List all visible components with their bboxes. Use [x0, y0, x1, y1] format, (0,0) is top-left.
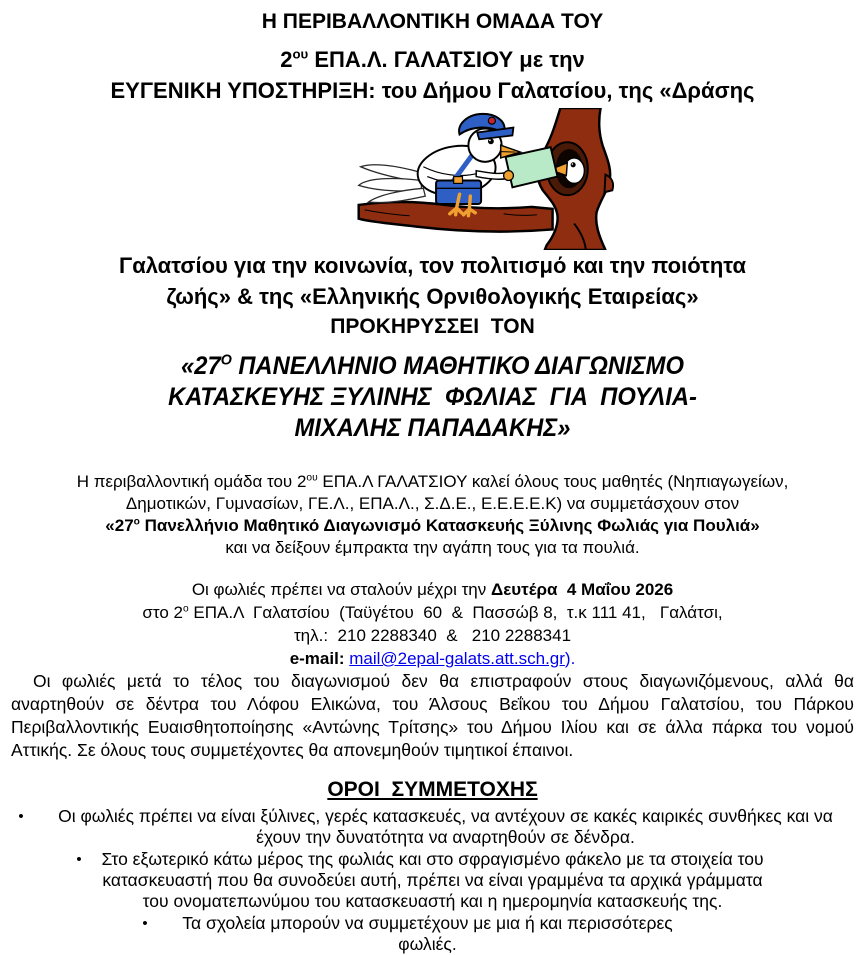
intro-l1-pre: Η περιβαλλοντική ομάδα του 2: [77, 472, 307, 491]
bullet-text: Οι φωλιές πρέπει να είναι ξύλινες, γερές κατασκευές, να αντέχουν σε κακές καιρικές συνθήκες και να έχουν την δυνατότητα να αναρτηθούν σε δένδρα.: [34, 806, 865, 848]
deadline-line-4-email: [0, 647, 865, 670]
contest-title-line-1: [22, 351, 844, 382]
deadline-l2-pre: στο 2: [142, 603, 183, 622]
bullet-icon: •: [8, 806, 34, 848]
deadline-line-2-address: [0, 601, 865, 624]
header-line-2-num: 2: [280, 47, 292, 72]
intro-line-3-bold: [0, 515, 865, 537]
header-line-2-rest: ΕΠΑ.Λ. ΓΑΛΑΤΣΙΟΥ με την: [308, 47, 585, 72]
list-item: [0, 913, 865, 955]
contest-title-line-2: ΚΑΤΑΣΚΕΥΗΣ ΞΥΛΙΝΗΣ ΦΩΛΙΑΣ ΓΙΑ ΠΟΥΛΙΑ-: [22, 382, 844, 413]
contest-title-line-3: ΜΙΧΑΛΗΣ ΠΑΠΑΔΑΚΗΣ»: [22, 413, 844, 444]
intro-line-4: και να δείξουν έμπρακτα την αγάπη τους για τα πουλιά.: [0, 537, 865, 559]
header-line-2-sup: ου: [292, 47, 308, 62]
intro-l1-post: ΕΠΑ.Λ ΓΑΛΑΤΣΙΟΥ καλεί όλους τους μαθητές (Νηπιαγωγείων,: [318, 472, 789, 491]
contest-title-l1-post: ΠΑΝΕΛΛΗΝΙΟ ΜΑΘΗΤΙΚΟ ΔΙΑΓΩΝΙΣΜΟ: [232, 352, 684, 380]
bird-eye: [487, 138, 493, 144]
list-item: [0, 806, 865, 848]
bird-postman-icon: [356, 108, 616, 250]
nest-bird-eye-glint: [571, 163, 573, 165]
deadline-line-3-phones: τηλ.: 210 2288340 & 210 2288341: [0, 624, 865, 647]
intro-paragraph: [0, 471, 865, 559]
intro-l3-pre: «27: [105, 516, 133, 535]
contest-title-l1-pre: «27: [181, 352, 221, 380]
intro-l1-sup: ου: [306, 472, 317, 483]
intro-l3-post: Πανελλήνιο Μαθητικό Διαγωνισμό Κατασκευής Ξύλινης Φωλιάς για Πουλιά»: [140, 516, 760, 535]
trunk-stub: [604, 175, 613, 193]
email-after: ).: [565, 649, 575, 668]
deadline-l2-post: ΕΠΑ.Λ Γαλατσίου (Ταϋγέτου 60 & Πασσώβ 8, τ.κ 111 41, Γαλάτσι,: [189, 603, 723, 622]
cap-badge: [488, 117, 495, 124]
terms-bullet-list: [0, 806, 865, 955]
intro-l3-sup: ο: [134, 516, 140, 527]
bird-postman-illustration: [0, 108, 865, 250]
contest-title: [22, 351, 844, 444]
nest-bird-eye: [570, 162, 575, 167]
bullet-icon: •: [66, 849, 92, 912]
terms-heading: ΟΡΟΙ ΣΥΜΜΕΤΟΧΗΣ: [0, 777, 865, 803]
header-line-3: ΕΥΓΕΝΙΚΗ ΥΠΟΣΤΗΡΙΞΗ: του Δήμου Γαλατσίου, της «Δράσης: [0, 77, 865, 105]
list-item: [0, 849, 865, 912]
bird-eye-glint: [489, 139, 491, 141]
announces-line: ΠΡΟΚΗΡΥΣΣΕΙ ΤΟΝ: [0, 312, 865, 342]
email-label: e-mail:: [290, 649, 350, 668]
intro-line-2: Δημοτικών, Γυμνασίων, ΓΕ.Λ., ΕΠΑ.Λ., Σ.Δ.Ε., Ε.Ε.Ε.Ε.Κ) να συμμετάσχουν στον: [0, 493, 865, 515]
bird-hand: [503, 171, 513, 181]
return-paragraph: Οι φωλιές μετά το τέλος του διαγωνισμού δεν θα επιστραφούν στους διαγωνιζόμενους, αλλά θα αναρτηθούν σε δέντρα του Λόφου Ελικώνα, του Άλσους Βεΐκου του Δήμου Γαλατσίου, του Πάρκου Περιβαλλοντικής Ευαισθητοποίησης «Αντώνης Τρίτσης» του Δήμου Ιλίου και σε άλλα πάρκα του νομού Αττικής. Σε όλους τους συμμετέχοντες θα απονεμηθούν τιμητικοί έπαινοι.: [11, 670, 854, 762]
support-line-2: ζωής» & της «Ελληνικής Ορνιθολογικής Εταιρείας»: [0, 281, 865, 312]
header-line-2: [0, 46, 865, 74]
contest-title-l1-sup: Ο: [221, 352, 232, 369]
bullet-icon: •: [132, 913, 158, 955]
deadline-block: [0, 578, 865, 670]
bullet-text: Τα σχολεία μπορούν να συμμετέχουν με μια ή και περισσότερες φωλιές.: [158, 913, 865, 955]
support-line-1: Γαλατσίου για την κοινωνία, τον πολιτισμό και την ποιότητα: [0, 250, 865, 281]
header-line-1: Η ΠΕΡΙΒΑΛΛΟΝΤΙΚΗ ΟΜΑΔΑ ΤΟΥ: [0, 0, 865, 35]
deadline-line-1: [0, 578, 865, 601]
bag-buckle: [453, 177, 462, 184]
deadline-l2-sup: ο: [183, 603, 189, 614]
bullet-text: Στο εξωτερικό κάτω μέρος της φωλιάς και στο σφραγισμένο φάκελο με τα στοιχεία του κατασκευαστή που θα συνοδεύει αυτή, πρέπει να είναι γραμμένα τα αρχικά γράμματα του ονοματεπωνύμου του κατασκευαστή και η ημερομηνία κατασκευής της.: [92, 849, 865, 912]
intro-line-1: [0, 471, 865, 493]
deadline-l1-pre: Οι φωλιές πρέπει να σταλούν μέχρι την: [192, 580, 491, 599]
email-link[interactable]: mail@2epal-galats.att.sch.gr: [349, 649, 565, 668]
deadline-date: Δευτέρα 4 Μαΐου 2026: [491, 580, 673, 599]
